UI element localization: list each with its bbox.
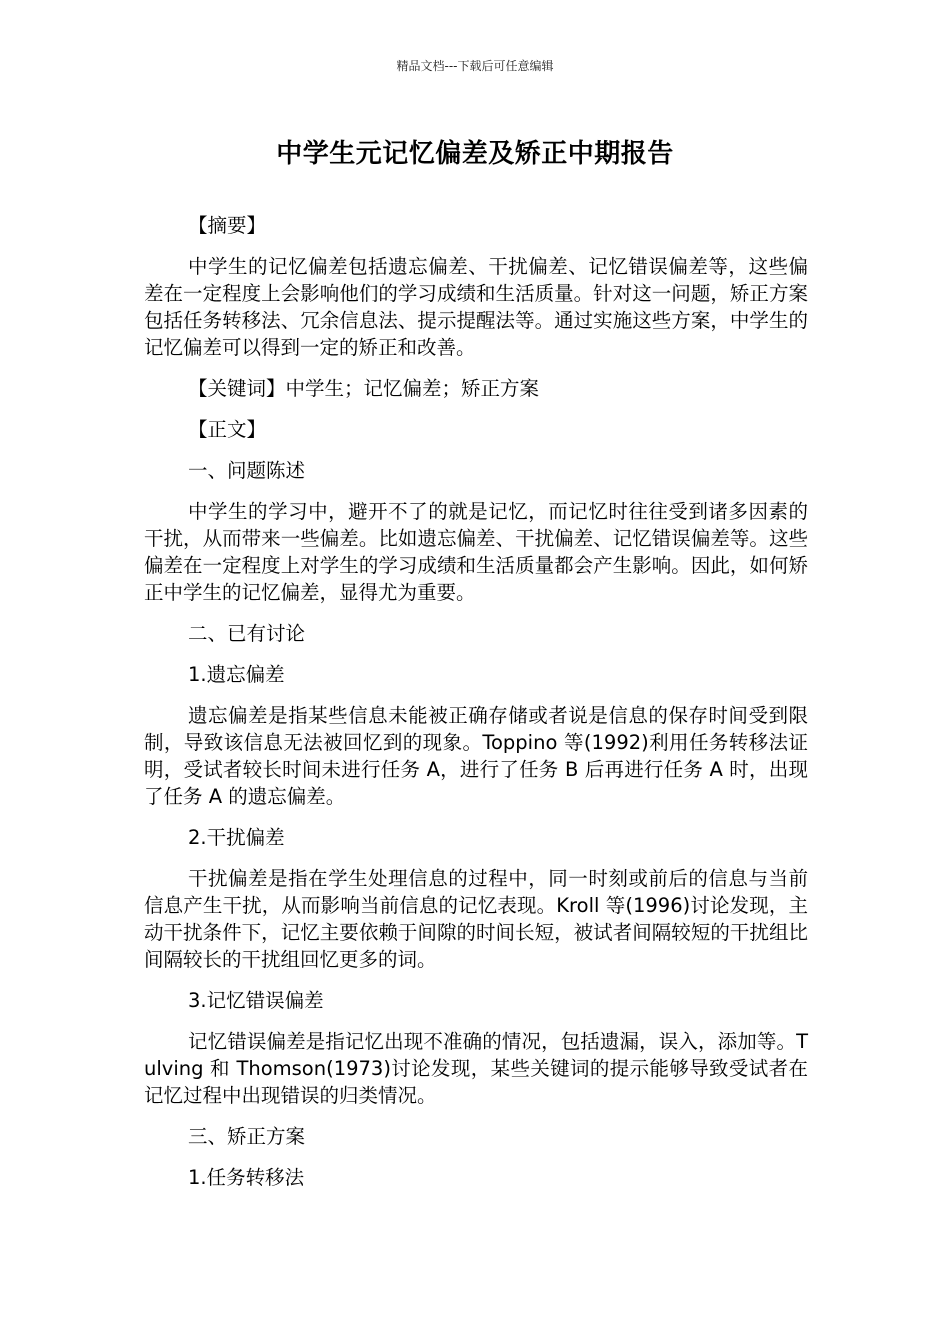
body-label: 【正文】 [188,418,267,441]
subsection-heading-forgetting: 1.遗忘偏差 [188,663,285,686]
keywords-line: 【关键词】中学生；记忆偏差；矫正方案 [188,377,540,400]
section-text-problem: 中学生的学习中，避开不了的就是记忆，而记忆时往往受到诸多因素的干扰，从而带来一些偏差。比如遗忘偏差、干扰偏差、记忆错误偏差等。这些偏差在一定程度上对学生的学习成绩和生活质量都会产生影响。因此，如何矫正中学生的记忆偏差，显得尤为重要。 [144,500,808,604]
section-heading-correction: 三、矫正方案 [188,1125,306,1148]
subsection-text-interference: 干扰偏差是指在学生处理信息的过程中，同一时刻或前后的信息与当前信息产生干扰，从而影响当前信息的记忆表现。Kroll 等(1996)讨论发现，主动干扰条件下，记忆主要依赖于间隙的时间长短，被试者间隔较短的干扰组比间隔较长的干扰组回忆更多的词。 [144,867,808,971]
document-body [144,212,808,1205]
section-heading-discussion: 二、已有讨论 [188,622,306,645]
subsection-heading-task-transfer: 1.任务转移法 [188,1166,305,1189]
subsection-text-forgetting: 遗忘偏差是指某些信息未能被正确存储或者说是信息的保存时间受到限制，导致该信息无法被回忆到的现象。Toppino 等(1992)利用任务转移法证明，受试者较长时间未进行任务 A，进行了任务 B 后再进行任务 A 时，出现了任务 A 的遗忘偏差。 [144,704,808,808]
header-note: 精品文档---下载后可任意编辑 [396,59,554,73]
subsection-heading-interference: 2.干扰偏差 [188,826,285,849]
subsection-text-memory-error: 记忆错误偏差是指记忆出现不准确的情况，包括遗漏，误入，添加等。Tulving 和 Thomson(1973)讨论发现，某些关键词的提示能够导致受试者在记忆过程中出现错误的归类情况。 [144,1030,808,1107]
abstract-label: 【摘要】 [188,214,267,237]
abstract-text: 中学生的记忆偏差包括遗忘偏差、干扰偏差、记忆错误偏差等，这些偏差在一定程度上会影响他们的学习成绩和生活质量。针对这一问题，矫正方案包括任务转移法、冗余信息法、提示提醒法等。通过实施这些方案，中学生的记忆偏差可以得到一定的矫正和改善。 [144,255,808,359]
document-title: 中学生元记忆偏差及矫正中期报告 [276,139,674,169]
section-heading-problem: 一、问题陈述 [188,459,306,482]
subsection-heading-memory-error: 3.记忆错误偏差 [188,989,324,1012]
